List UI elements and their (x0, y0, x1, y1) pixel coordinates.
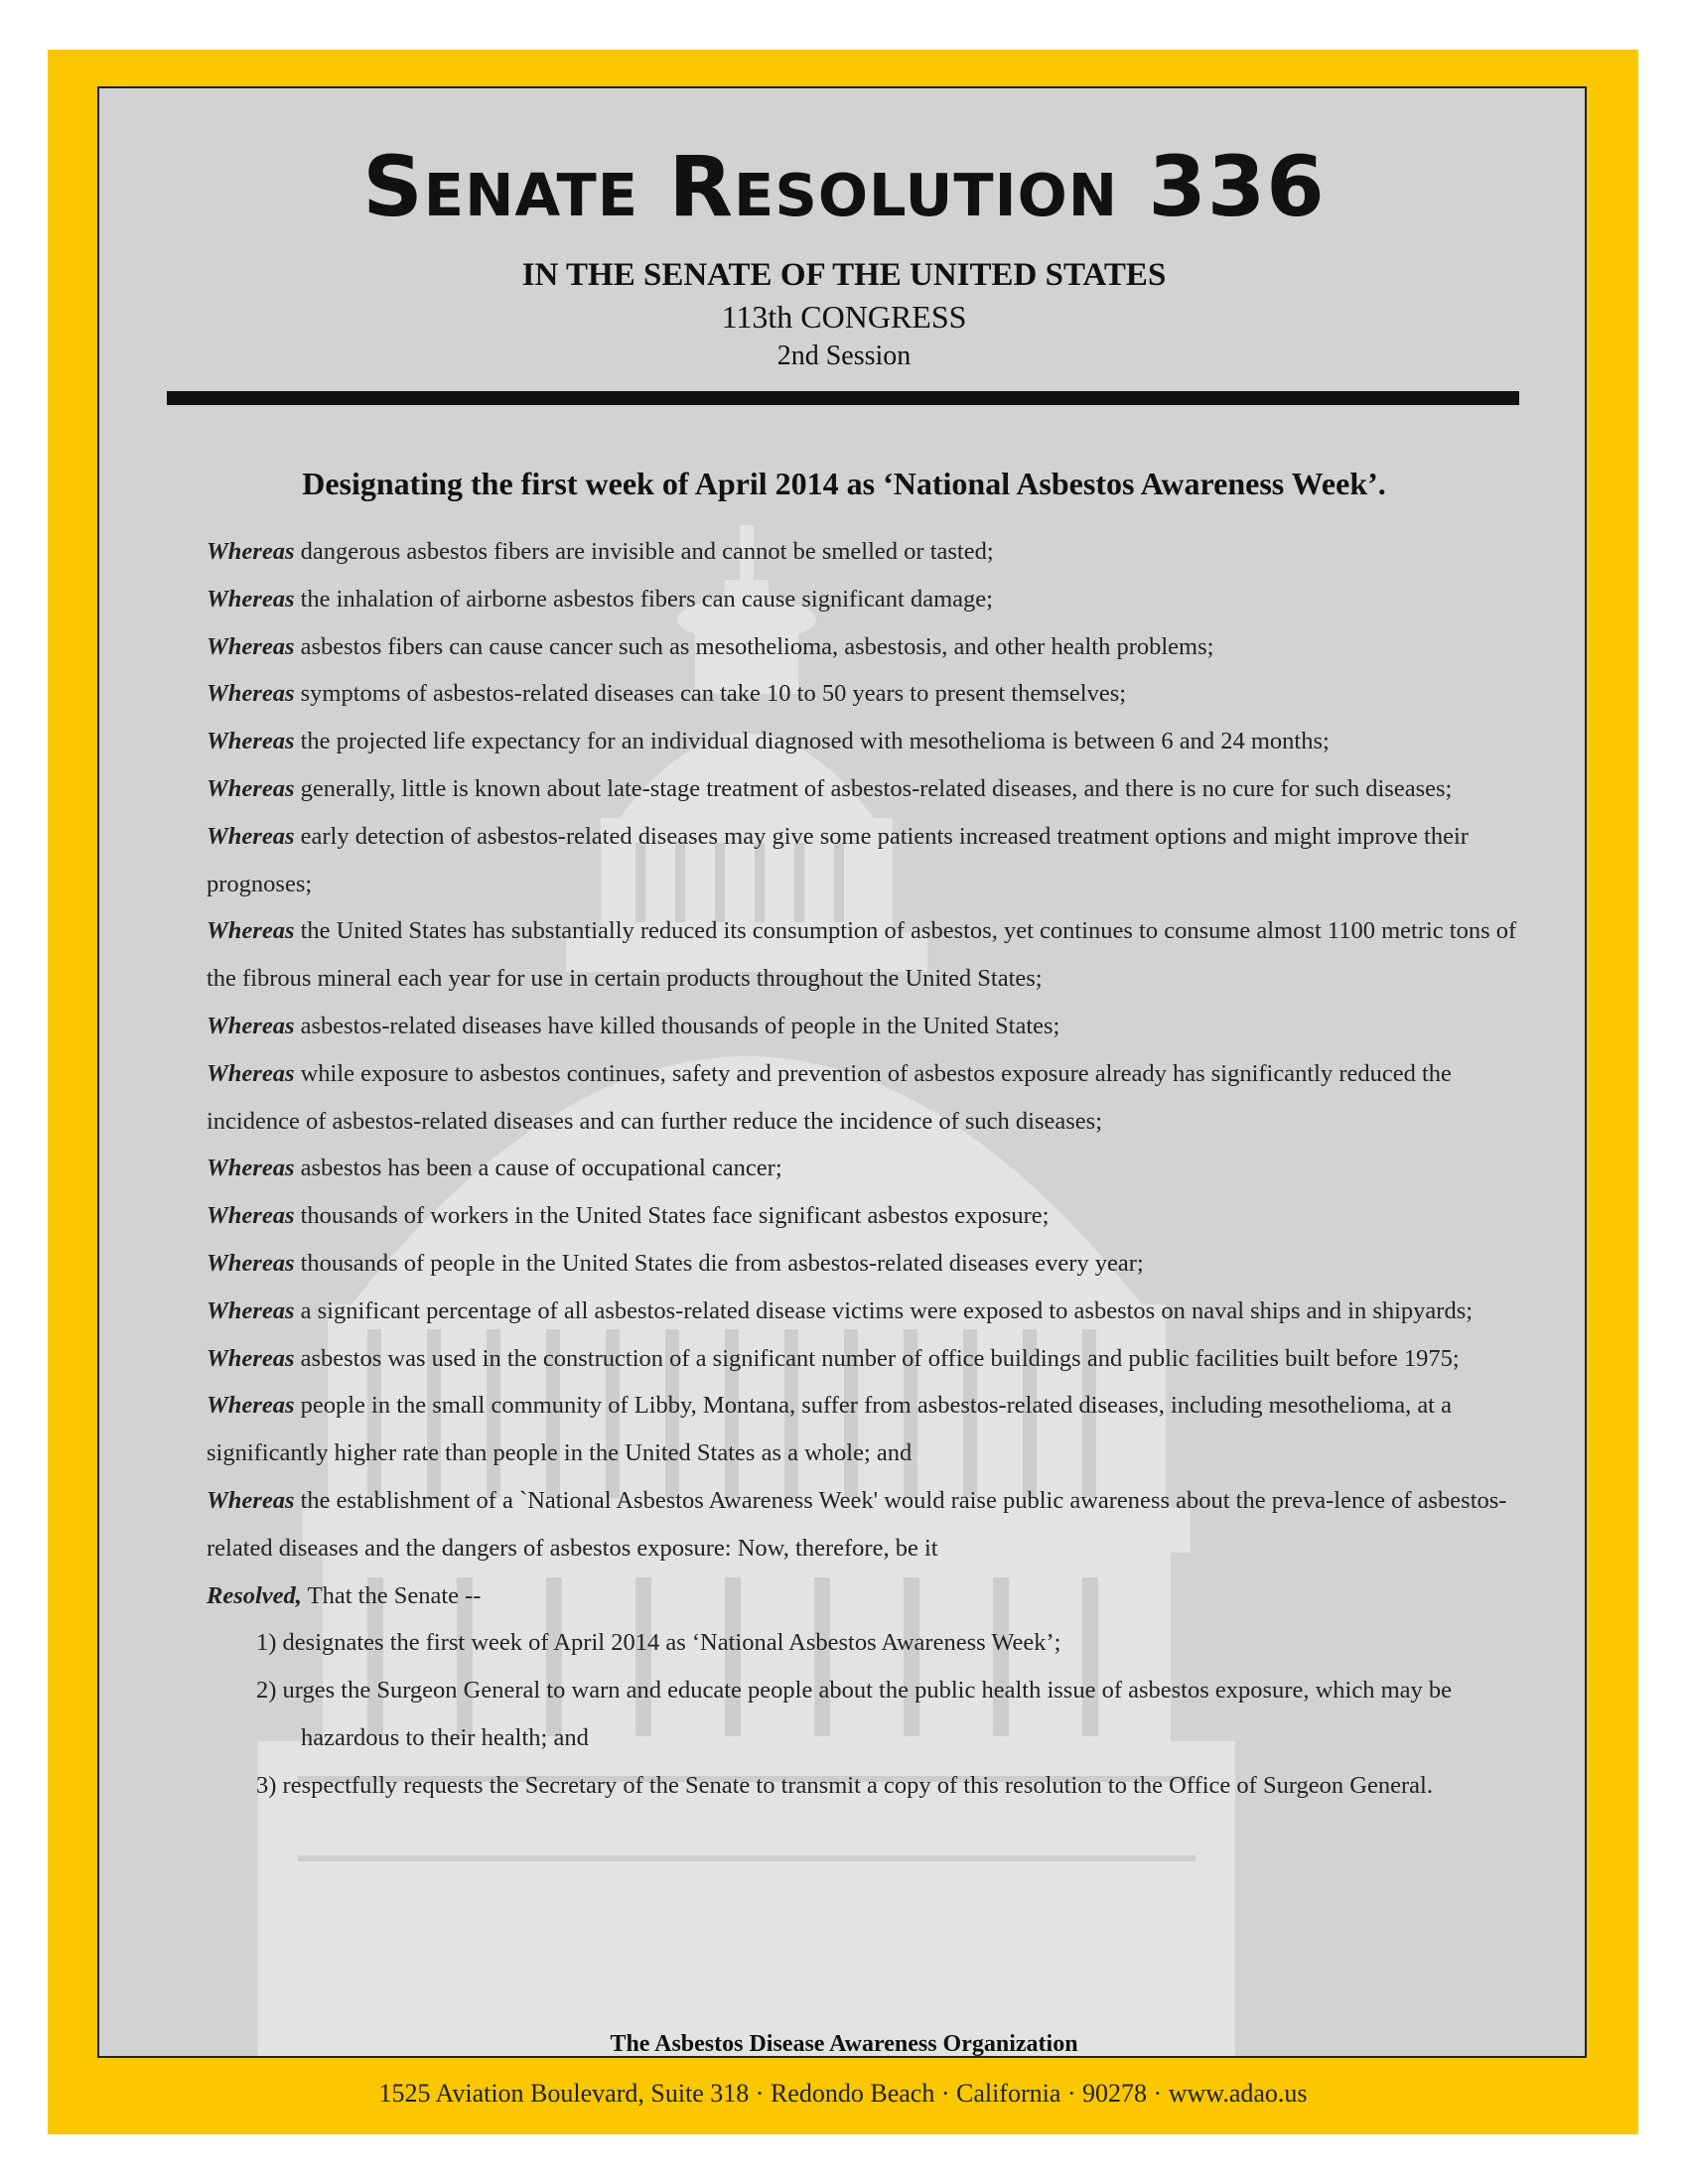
resolved-item: 3) respectfully requests the Secretary of the Senate to transmit a copy of this resolution to the Office of Surgeon General. (256, 1771, 1433, 1799)
whereas-keyword: Whereas (207, 774, 295, 802)
senate-subtitle: IN THE SENATE OF THE UNITED STATES (521, 257, 1167, 293)
whereas-clause: Whereas asbestos-related diseases have killed thousands of people in the United States; (207, 1012, 1060, 1039)
resolved-item: 1) designates the first week of April 2014 as ‘National Asbestos Awareness Week’; (256, 1629, 1061, 1657)
whereas-clause: Whereas people in the small community of Libby, Montana, suffer from asbestos-related diseases, including mesothelioma, at a significantly higher rate than people in the United States as a whole; and (207, 1392, 1452, 1467)
whereas-clause: Whereas asbestos fibers can cause cancer such as mesothelioma, asbestosis, and other health problems; (207, 632, 1214, 660)
whereas-keyword: Whereas (207, 822, 295, 850)
whereas-keyword: Whereas (207, 728, 295, 755)
whereas-clause: Whereas the establishment of a `National Asbestos Awareness Week' would raise public awareness about the preva-lence of asbestos-related diseases and the dangers of asbestos exposure: Now, therefore, be it (207, 1486, 1507, 1562)
resolution-panel (97, 86, 1587, 2058)
whereas-clause: Whereas the United States has substantially reduced its consumption of asbestos, yet continues to consume almost 1100 metric tons of the fibrous mineral each year for use in certain products throughout the United States; (207, 917, 1517, 993)
whereas-keyword: Whereas (207, 1297, 295, 1324)
designation-heading: Designating the first week of April 2014 as ‘National Asbestos Awareness Week’. (302, 466, 1386, 501)
resolved-keyword: Resolved, (207, 1581, 302, 1609)
whereas-keyword: Whereas (207, 585, 295, 613)
whereas-clause: Whereas thousands of workers in the United States face significant asbestos exposure; (207, 1202, 1050, 1230)
whereas-keyword: Whereas (207, 917, 295, 945)
organization-name: The Asbestos Disease Awareness Organization (610, 2031, 1078, 2057)
whereas-keyword: Whereas (207, 1155, 295, 1182)
whereas-clause: Whereas symptoms of asbestos-related diseases can take 10 to 50 years to present themselves; (207, 680, 1127, 708)
whereas-keyword: Whereas (207, 1486, 295, 1514)
whereas-clause: Whereas a significant percentage of all asbestos-related disease victims were exposed to asbestos on naval ships and in shipyards; (207, 1297, 1474, 1324)
whereas-keyword: Whereas (207, 1012, 295, 1039)
congress-label: 113th CONGRESS (721, 299, 967, 335)
whereas-keyword: Whereas (207, 1249, 295, 1277)
resolved-clause: Resolved, That the Senate -- (207, 1581, 482, 1609)
whereas-clause: Whereas while exposure to asbestos continues, safety and prevention of asbestos exposure already has significantly reduced the incidence of asbestos-related diseases and can further reduce the incidence of such diseases; (207, 1059, 1452, 1135)
whereas-clause: Whereas asbestos has been a cause of occupational cancer; (207, 1155, 782, 1182)
whereas-keyword: Whereas (207, 1202, 295, 1230)
whereas-clause: Whereas the projected life expectancy for an individual diagnosed with mesothelioma is between 6 and 24 months; (207, 728, 1330, 755)
session-label: 2nd Session (776, 341, 912, 371)
whereas-clause: Whereas the inhalation of airborne asbestos fibers can cause significant damage; (207, 585, 993, 613)
whereas-clause: Whereas thousands of people in the United States die from asbestos-related diseases every year; (207, 1249, 1144, 1277)
whereas-clause: Whereas asbestos was used in the construction of a significant number of office buildings and public facilities built before 1975; (207, 1344, 1460, 1372)
whereas-keyword: Whereas (207, 680, 295, 708)
page-title: Senate Resolution 336 (362, 138, 1326, 235)
resolution-body (207, 528, 1527, 1810)
whereas-clause: Whereas dangerous asbestos fibers are invisible and cannot be smelled or tasted; (207, 538, 994, 565)
resolved-item: 2) urges the Surgeon General to warn and educate people about the public health issue of asbestos exposure, which may be hazardous to their health; and (256, 1677, 1453, 1751)
whereas-keyword: Whereas (207, 1344, 295, 1372)
whereas-clause: Whereas generally, little is known about late-stage treatment of asbestos-related diseases, and there is no cure for such diseases; (207, 774, 1453, 802)
whereas-keyword: Whereas (207, 538, 295, 565)
organization-address: 1525 Aviation Boulevard, Suite 318 · Redondo Beach · California · 90278 · www.adao.us (378, 2079, 1308, 2108)
whereas-keyword: Whereas (207, 632, 295, 660)
header-divider (167, 391, 1519, 405)
whereas-keyword: Whereas (207, 1059, 295, 1087)
whereas-clause: Whereas early detection of asbestos-related diseases may give some patients increased treatment options and might improve their prognoses; (207, 822, 1469, 897)
whereas-keyword: Whereas (207, 1392, 295, 1420)
